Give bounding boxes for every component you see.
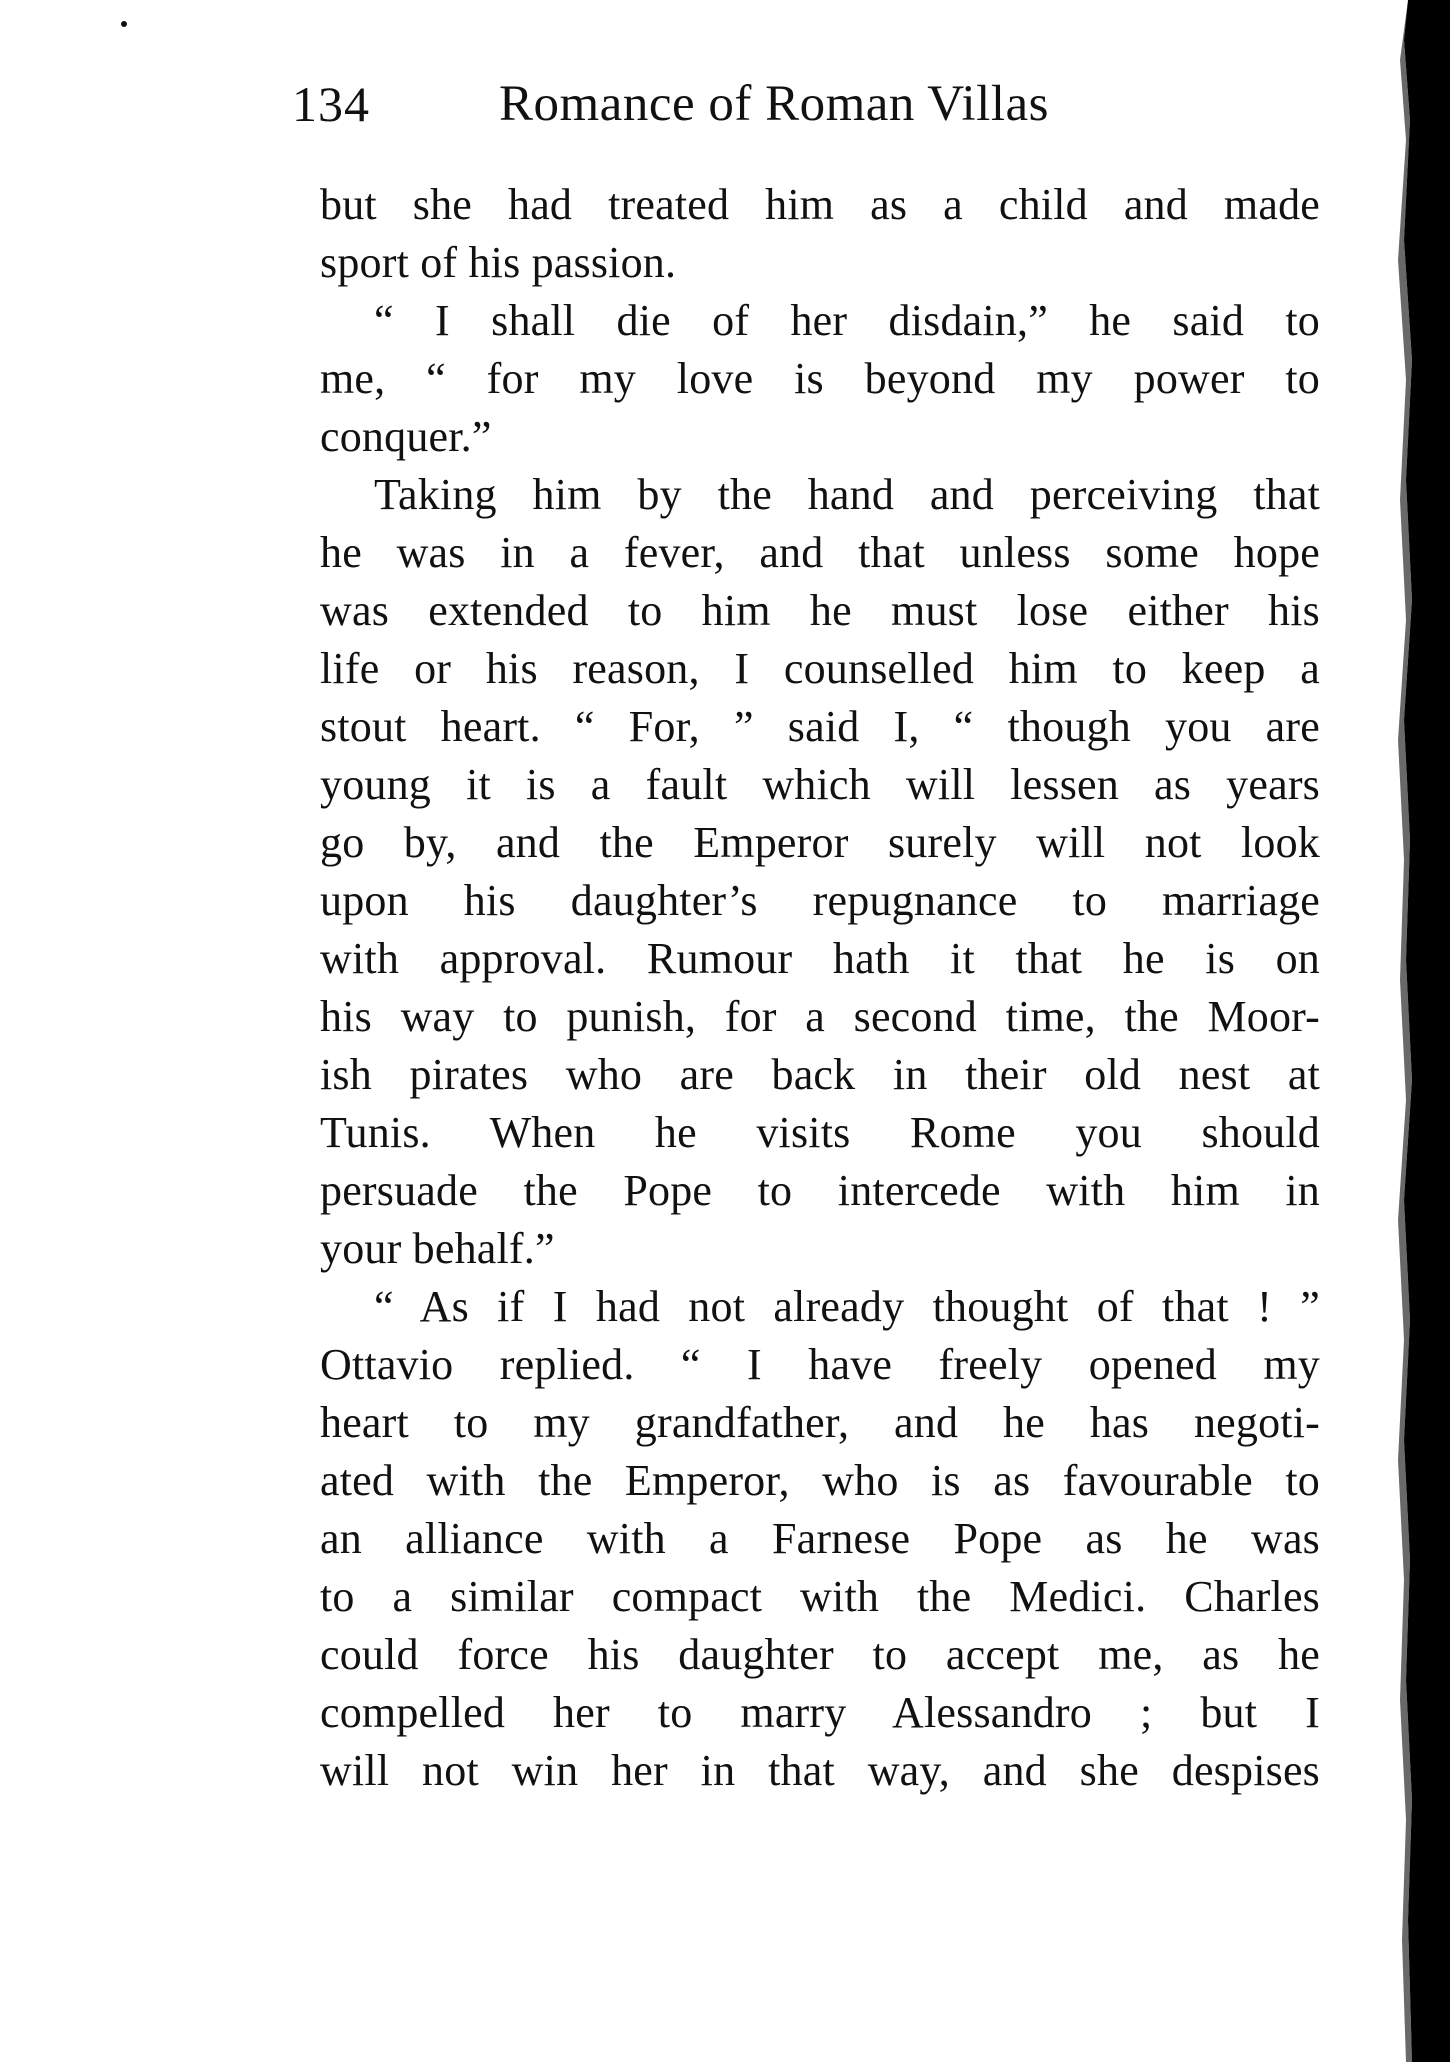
text-line: ish pirates who are back in their old nest at [320,1050,1320,1099]
text-line: to a similar compact with the Medici. Charles [320,1572,1320,1621]
binding-shadow [1368,0,1450,2062]
ink-speck [121,21,127,27]
text-line: could force his daughter to accept me, as he [320,1630,1320,1679]
text-line: conquer.” [320,412,492,461]
text-line: compelled her to marry Alessandro ; but I [320,1688,1320,1737]
body-text [320,176,1320,1800]
text-line: he was in a fever, and that unless some hope [320,528,1320,577]
text-line: go by, and the Emperor surely will not look [320,818,1320,867]
text-line: heart to my grandfather, and he has negoti- [320,1398,1320,1447]
text-line: an alliance with a Farnese Pope as he was [320,1514,1320,1563]
text-line: upon his daughter’s repugnance to marriage [320,876,1320,925]
text-line: persuade the Pope to intercede with him in [320,1166,1320,1215]
text-line: will not win her in that way, and she despises [320,1746,1320,1795]
text-line: young it is a fault which will lessen as years [320,760,1320,809]
text-line: sport of his passion. [320,238,677,287]
text-line: life or his reason, I counselled him to keep a [320,644,1320,693]
running-title: Romance of Roman Villas [499,76,1049,132]
text-line: Ottavio replied. “ I have freely opened my [320,1340,1320,1389]
page-number: 134 [292,76,370,132]
text-line: Tunis. When he visits Rome you should [320,1108,1320,1157]
text-line: was extended to him he must lose either his [320,586,1320,635]
text-line: his way to punish, for a second time, the Moor- [320,992,1320,1041]
text-line: stout heart. “ For, ” said I, “ though you are [320,702,1320,751]
text-line: “ I shall die of her disdain,” he said to [374,296,1320,345]
text-line: me, “ for my love is beyond my power to [320,354,1320,403]
text-line: with approval. Rumour hath it that he is on [320,934,1320,983]
text-line: ated with the Emperor, who is as favourable to [320,1456,1320,1505]
text-line: Taking him by the hand and perceiving that [374,470,1320,519]
text-line: “ As if I had not already thought of that ! ” [374,1282,1320,1331]
text-line: your behalf.” [320,1224,555,1273]
page-header [292,68,1332,140]
text-line: but she had treated him as a child and made [320,180,1320,229]
